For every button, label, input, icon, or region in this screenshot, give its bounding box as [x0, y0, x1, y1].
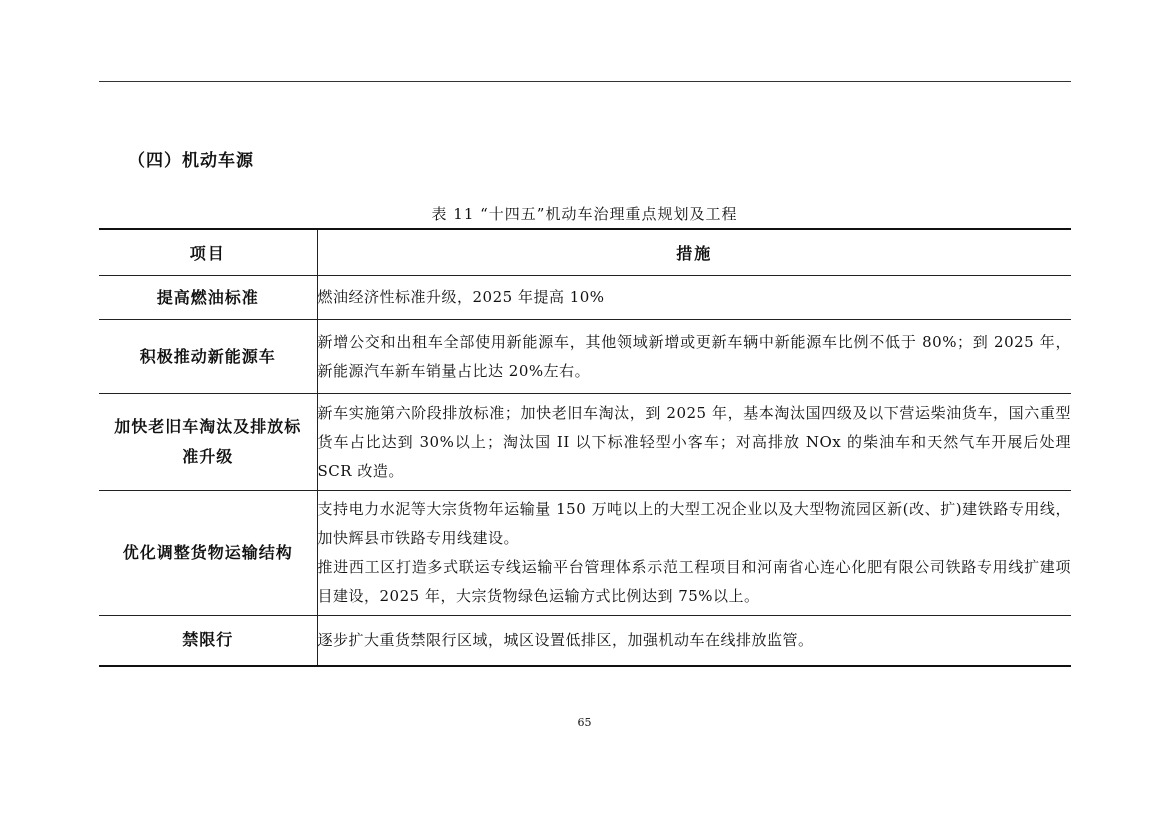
row-item: 禁限行 — [99, 616, 317, 666]
header-rule — [99, 81, 1071, 82]
header-measure: 措施 — [317, 229, 1071, 276]
table-row — [99, 394, 1071, 491]
measures-table — [99, 228, 1071, 667]
measure-text: 支持电力水泥等大宗货物年运输量 150 万吨以上的大型工况企业以及大型物流园区新(改、扩)建铁路专用线，加快辉县市铁路专用线建设。 — [317, 500, 1071, 547]
row-measure — [317, 276, 1071, 320]
row-item: 优化调整货物运输结构 — [99, 491, 317, 616]
header-item: 项目 — [99, 229, 317, 276]
row-item: 加快老旧车淘汰及排放标准升级 — [99, 394, 317, 491]
row-measure — [317, 320, 1071, 394]
measure-text: 推进西工区打造多式联运专线运输平台管理体系示范工程项目和河南省心连心化肥有限公司铁路专用线扩建项目建设，2025 年，大宗货物绿色运输方式比例达到 75%以上。 — [317, 558, 1071, 605]
row-item: 积极推动新能源车 — [99, 320, 317, 394]
section-heading: （四）机动车源 — [128, 151, 254, 171]
page-number: 65 — [577, 716, 592, 729]
table-row — [99, 491, 1071, 616]
table-row — [99, 320, 1071, 394]
row-measure — [317, 616, 1071, 666]
table-row — [99, 276, 1071, 320]
measure-text: 新车实施第六阶段排放标准；加快老旧车淘汰，到 2025 年，基本淘汰国四级及以下营运柴油货车，国六重型货车占比达到 30%以上；淘汰国 II 以下标准轻型小客车；对高排放 NOx 的柴油车和天然气车开展后处理 SCR 改造。 — [317, 403, 1071, 480]
row-measure — [317, 394, 1071, 491]
row-measure — [317, 491, 1071, 616]
table-row — [99, 616, 1071, 666]
measure-text: 新增公交和出租车全部使用新能源车，其他领域新增或更新车辆中新能源车比例不低于 80%；到 2025 年，新能源汽车新车销量占比达 20%左右。 — [317, 332, 1071, 380]
table-caption: 表 11 “十四五”机动车治理重点规划及工程 — [431, 205, 738, 223]
measure-text: 逐步扩大重货禁限行区域，城区设置低排区，加强机动车在线排放监管。 — [317, 630, 814, 649]
measure-text: 燃油经济性标准升级，2025 年提高 10% — [317, 288, 605, 306]
table-header-row — [99, 229, 1071, 276]
row-item: 提高燃油标准 — [99, 276, 317, 320]
